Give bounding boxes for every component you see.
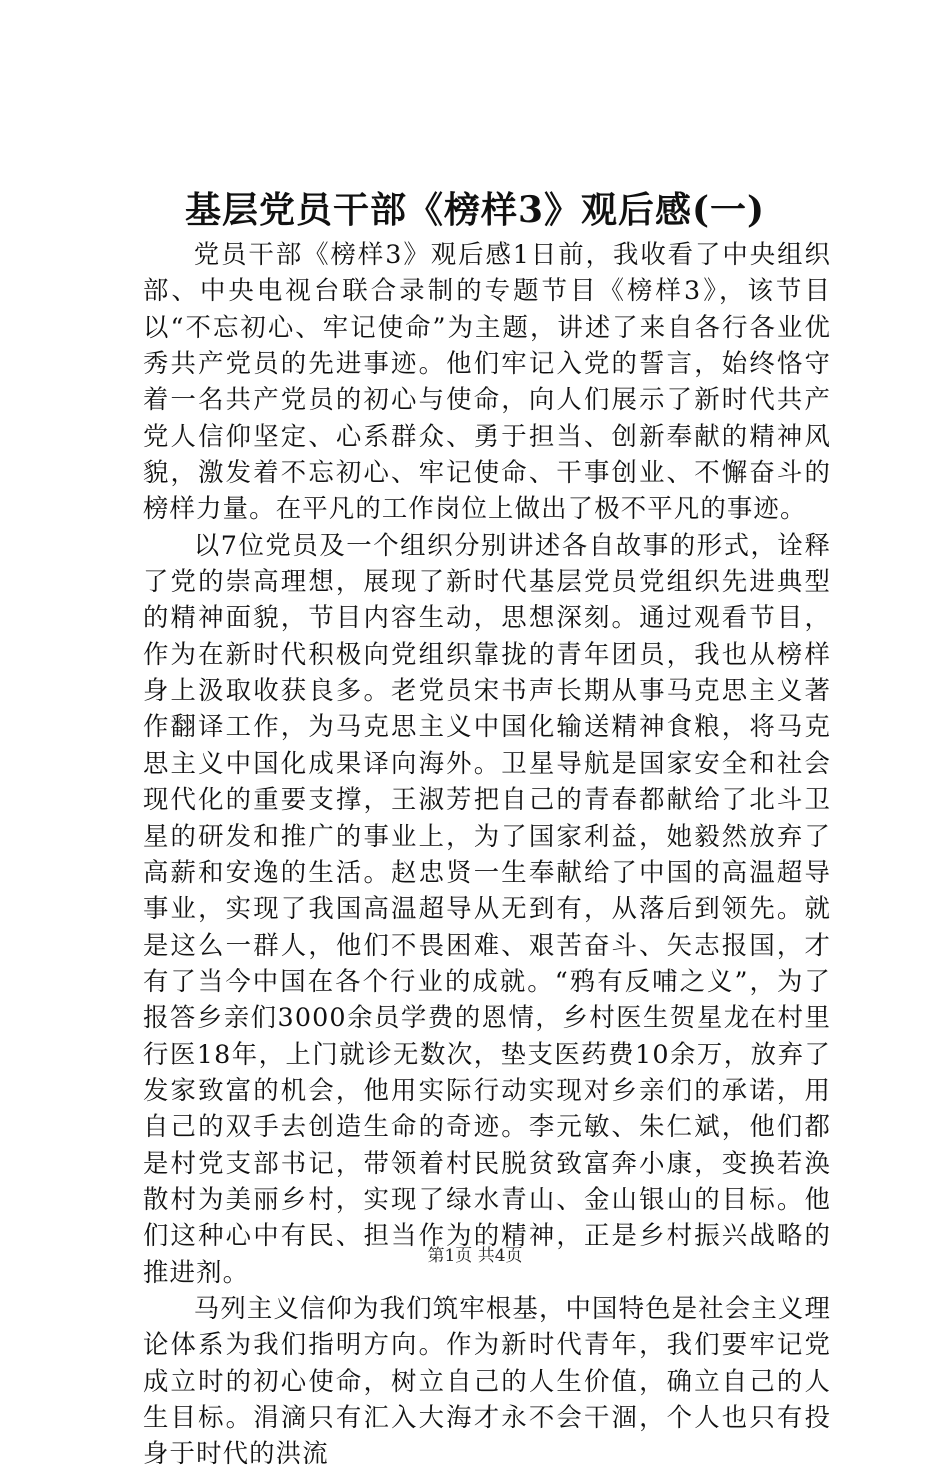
page-number-footer: 第1页 共4页 [427,1246,523,1266]
paragraph-2: 以7位党员及一个组织分别讲述各自故事的形式，诠释了党的崇高理想，展现了新时代基层党员党组织先进典型的精神面貌，节目内容生动，思想深刻。通过观看节目，作为在新时代积极向党组织靠拢的青年团员，我也从榜样身上汲取收获良多。老党员宋书声长期从事马克思主义著作翻译工作，为马克思主义中国化输送精神食粮，将马克思主义中国化成果译向海外。卫星导航是国家安全和社会现代化的重要支撑，王淑芳把自己的青春都献给了北斗卫星的研发和推广的事业上，为了国家利益，她毅然放弃了高薪和安逸的生活。赵忠贤一生奉献给了中国的高温超导事业，实现了我国高温超导从无到有，从落后到领先。就是这么一群人，他们不畏困难、艰苦奋斗、矢志报国，才有了当今中国在各个行业的成就。“鸦有反哺之义”，为了报答乡亲们3000余员学费的恩情，乡村医生贺星龙在村里行医18年，上门就诊无数次，垫支医药费10余万，放弃了发家致富的机会，他用实际行动实现对乡亲们的承诺，用自己的双手去创造生命的奇迹。李元敏、朱仁斌，他们都是村党支部书记，带领着村民脱贫致富奔小康，变换若涣散村为美丽乡村，实现了绿水青山、金山银山的目标。他们这种心中有民、担当作为的精神，正是乡村振兴战略的推进剂。 [143,529,831,1287]
document-body [143,236,831,1472]
paragraph-3: 马列主义信仰为我们筑牢根基，中国特色是社会主义理论体系为我们指明方向。作为新时代青年，我们要牢记党成立时的初心使命，树立自己的人生价值，确立自己的人生目标。涓滴只有汇入大海才永不会干涸，个人也只有投身于时代的洪流 [143,1292,831,1469]
paragraph-1: 党员干部《榜样3》观后感1日前，我收看了中央组织部、中央电视台联合录制的专题节目《榜样3》，该节目以“不忘初心、牢记使命”为主题，讲述了来自各行各业优秀共产党员的先进事迹。他们牢记入党的誓言，始终恪守着一名共产党员的初心与使命，向人们展示了新时代共产党人信仰坚定、心系群众、勇于担当、创新奉献的精神风貌，激发着不忘初心、牢记使命、干事创业、不懈奋斗的榜样力量。在平凡的工作岗位上做出了极不平凡的事迹。 [143,239,831,524]
document-title: 基层党员干部《榜样3》观后感(一) [184,189,766,231]
